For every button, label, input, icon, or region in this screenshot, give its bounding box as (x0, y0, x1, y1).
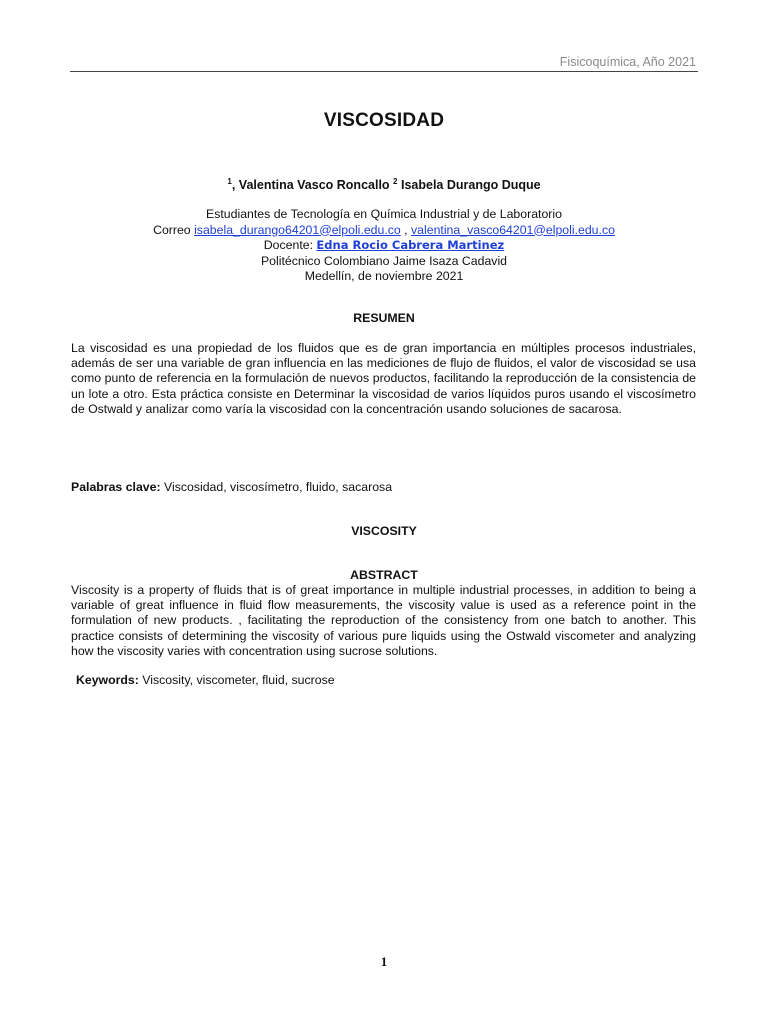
email-link-2[interactable]: valentina_vasco64201@elpoli.edu.co (411, 222, 615, 237)
email-link-1[interactable]: isabela_durango64201@elpoli.edu.co (194, 222, 401, 237)
english-title: VISCOSITY (351, 524, 417, 538)
author-name-2: Isabela Durango Duque (400, 178, 541, 192)
author-line (0, 177, 768, 192)
resumen-heading: RESUMEN (353, 311, 415, 325)
author-superscript-2: 2 (393, 177, 398, 186)
author-name-1: , Valentina Vasco Roncallo (231, 178, 390, 192)
abstract-heading: ABSTRACT (350, 568, 418, 582)
palabras-clave-value: Viscosidad, viscosímetro, fluido, sacarosa (163, 480, 393, 494)
affiliation-block (0, 207, 768, 285)
keywords-line (76, 673, 335, 687)
abstract-text: Viscosity is a property of fluids that is of great importance in multiple industrial processes, in addition to being a variable of great influence in fluid flow measurements, the viscosity value is used as a reference point in the formulation of new products. , facilitating the reproduction of the consistency from one batch to another. This practice consists of determining the viscosity of various pure liquids using the Ostwald viscometer and analyzing how the viscosity varies with concentration using sucrose solutions. (71, 583, 696, 658)
palabras-clave-label: Palabras clave: (71, 480, 161, 494)
running-header: Fisicoquímica, Año 2021 (559, 55, 696, 69)
email-separator: , (404, 222, 408, 237)
place-date-line: Medellín, de noviembre 2021 (304, 269, 464, 283)
header-rule (70, 71, 698, 72)
author-superscript-1: 1 (227, 177, 232, 186)
page-number: 1 (380, 954, 388, 969)
correo-label: Correo (153, 222, 191, 237)
docente-line (0, 238, 768, 254)
docente-label: Docente: (263, 238, 313, 252)
paper-title: VISCOSIDAD (323, 110, 445, 131)
correo-line (0, 223, 768, 239)
palabras-clave-line (71, 480, 392, 494)
institution-line: Politécnico Colombiano Jaime Isaza Cadavid (260, 253, 508, 268)
keywords-value: Viscosity, viscometer, fluid, sucrose (142, 673, 335, 687)
docente-name-link[interactable]: Edna Rocio Cabrera Martinez (316, 238, 505, 252)
keywords-label: Keywords: (76, 673, 139, 687)
affiliation-line: Estudiantes de Tecnología en Química Industrial y de Laboratorio (206, 207, 562, 221)
resumen-text: La viscosidad es una propiedad de los fluidos que es de gran importancia en múltiples procesos industriales, además de ser una variable de gran influencia en las mediciones de flujo de fluidos, el valor de viscosidad se usa como punto de referencia en la formulación de nuevos productos, facilitando la reproducción de la consistencia de un lote a otro. Esta práctica consiste en Determinar la viscosidad de varios líquidos puros usando el viscosímetro de Ostwald y analizar como varía la viscosidad con la concentración usando soluciones de sacarosa. (71, 341, 696, 416)
